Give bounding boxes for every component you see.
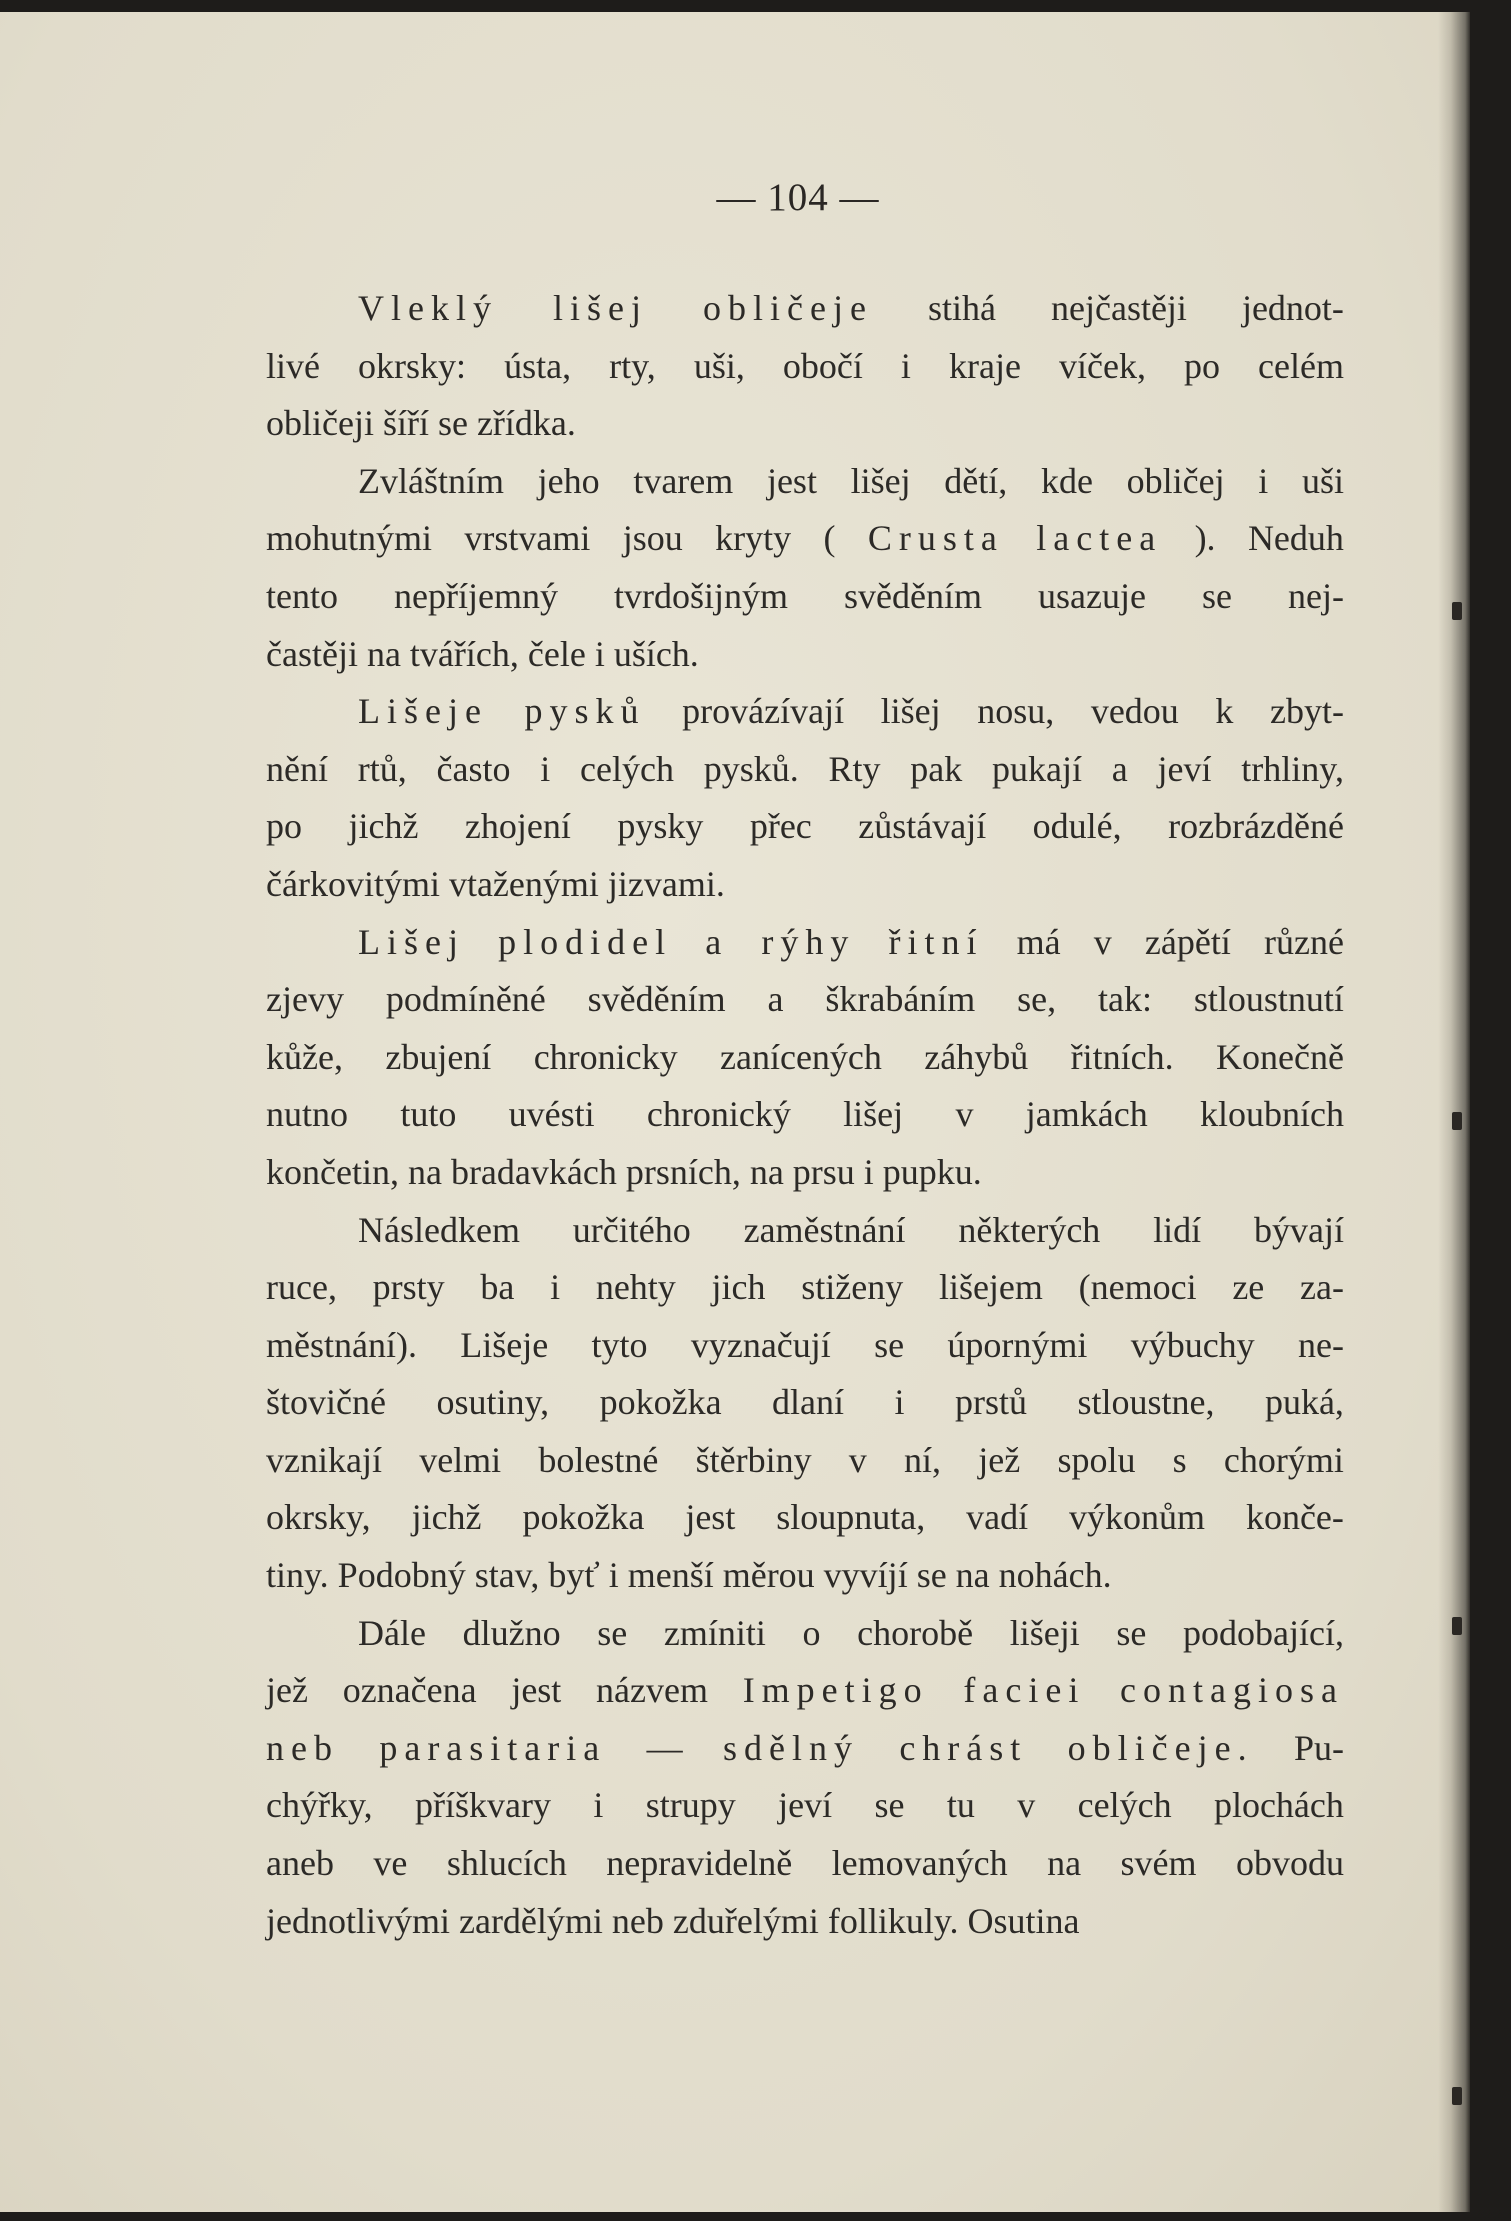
word: uši, [693,345,745,386]
word: jednot- [1241,288,1344,328]
word: jamkách [1025,1094,1148,1135]
word: svém [1120,1843,1197,1884]
word: rozbrázděné [1168,806,1344,847]
word: výkonům [1069,1497,1206,1538]
word: strupy [645,1785,736,1826]
word: štěrbiny [695,1439,812,1480]
word: tuto [400,1094,457,1135]
word: chorobě [857,1612,974,1653]
word: se [1201,575,1232,616]
word: po [1184,345,1220,386]
word: pysky [617,806,704,847]
word: obličej [1126,460,1225,501]
spine-mark [1452,2087,1462,2105]
word: jeho [537,460,600,501]
spine-mark [1452,1617,1462,1635]
word: osutiny, [436,1382,550,1423]
word: ní, [904,1439,942,1480]
word: nutno [266,1094,349,1135]
word: vznikají [266,1439,382,1480]
word: kraje [948,345,1021,386]
word: jež [266,1670,308,1711]
word: tu [946,1785,975,1826]
word: prstů [954,1382,1027,1423]
word: tvarem [633,460,734,501]
word: bývají [1254,1209,1344,1250]
word: Pu- [1293,1727,1344,1768]
word: se [597,1612,628,1653]
word: Rty [828,748,881,789]
word: chronicky [533,1036,678,1077]
word: livé [266,345,320,386]
word: Následkem [358,1209,520,1250]
word: ústa, [504,345,572,386]
text-line [266,453,1344,511]
word: kryty [715,518,792,559]
word: podobající, [1183,1612,1344,1653]
word: lactea [1036,518,1163,559]
text-segment: čárkovitými vtaženými jizvami. [266,863,725,904]
word: svěděním [844,575,982,616]
word: plochách [1213,1785,1344,1826]
word: vyznačují [690,1324,831,1365]
word: parasitaria [379,1727,607,1768]
word: okrsky, [266,1497,371,1538]
word: jichž [411,1497,482,1538]
word: štovičné [266,1382,386,1423]
word: plodidel [498,921,673,962]
word: stihá [927,288,996,328]
word: pysků. [703,748,799,789]
word: pysků [524,691,646,732]
word: zbujení [385,1036,492,1077]
word: zbyt- [1269,691,1344,732]
word: Konečně [1216,1036,1344,1077]
word: chronický [646,1094,791,1135]
text-line [266,1662,1344,1720]
word: se [874,1785,905,1826]
word: okrsky: [358,345,467,386]
word: označena [342,1670,477,1711]
word: záhybů [924,1036,1029,1077]
word: se [874,1324,905,1365]
word: Lišeje [358,691,488,732]
word: ba [480,1267,515,1308]
text-line [266,1432,1344,1490]
word: škrabáním [825,979,976,1020]
word: — [646,1727,683,1768]
word: pak [910,748,963,789]
word: celých [580,748,674,789]
word: jsou [622,518,683,559]
text-segment: končetin, na bradavkách prsních, na prsu i pupku. [266,1151,982,1192]
word: odulé, [1032,806,1122,847]
word: na [1047,1843,1082,1884]
word: (nemoci [1078,1267,1197,1308]
word: obvodu [1235,1843,1344,1884]
word: Zvláštním [358,460,504,501]
word: provázívají [682,691,845,732]
word: chrást [899,1727,1028,1768]
word: vadí [966,1497,1029,1538]
text-line [266,1144,1344,1202]
text-line [266,338,1344,396]
body-text [266,280,1344,1950]
text-line [266,280,1344,338]
word: ze [1232,1267,1265,1308]
word: různé [1264,921,1344,962]
word: jest [766,460,817,501]
word: ). [1194,518,1216,559]
paragraph [266,280,1344,453]
text-line [266,1605,1344,1663]
text-line [266,1374,1344,1432]
word: Neduh [1247,518,1344,559]
text-line [266,1777,1344,1835]
word: celém [1258,345,1344,386]
word: nehty [595,1267,676,1308]
word: Vleklý [358,288,498,328]
word: nění [266,748,328,789]
text-line [266,395,1344,453]
word: sdělný [722,1727,859,1768]
text-line [266,1489,1344,1547]
word: a [1111,748,1128,789]
word: některých [958,1209,1101,1250]
word: tvrdošijným [613,575,788,616]
word: a [705,921,729,962]
word: puká, [1264,1382,1344,1423]
word: spolu [1057,1439,1136,1480]
word: lidí [1153,1209,1202,1250]
text-line [266,568,1344,626]
text-line [266,1547,1344,1605]
word: zhojení [464,806,571,847]
word: chorými [1223,1439,1344,1480]
word: zjevy [266,979,344,1020]
word: lišeji [1009,1612,1080,1653]
spine-mark [1452,1112,1462,1130]
word: vedou [1090,691,1179,732]
word: tento [266,575,338,616]
word: o [802,1612,821,1653]
word: i [900,345,911,386]
word: ve [373,1843,408,1884]
word: i [593,1785,604,1826]
word: uši [1301,460,1344,501]
text-segment: obličeji šíří se zřídka. [266,403,576,444]
text-line [266,1029,1344,1087]
word: jichž [348,806,419,847]
word: Dále [358,1612,426,1653]
text-line [266,626,1344,684]
word: konče- [1245,1497,1344,1538]
word: zanícených [720,1036,882,1077]
word: nepříjemný [394,575,558,616]
word: stloustne, [1077,1382,1215,1423]
word: prsty [372,1267,445,1308]
word: často [436,748,511,789]
word: nepravidelně [606,1843,793,1884]
text-segment: tiny. Podobný stav, byť i menší měrou vyvíjí se na nohách. [266,1555,1112,1596]
text-line [266,914,1344,972]
word: jeví [778,1785,833,1826]
word: i [540,748,551,789]
word: ne- [1297,1324,1344,1365]
word: příškvary [415,1785,551,1826]
word: zmíniti [663,1612,766,1653]
text-line [266,510,1344,568]
text-line [266,1259,1344,1317]
word: pokožka [522,1497,645,1538]
word: přec [749,806,812,847]
word: contagiosa [1120,1670,1344,1711]
word: řitní [888,921,984,962]
text-line [266,798,1344,856]
word: zápětí [1144,921,1231,962]
word: podmíněné [385,979,546,1020]
word: městnání). [266,1324,417,1365]
word: obličeje [703,288,873,328]
word: tyto [591,1324,648,1365]
word: trhliny, [1241,748,1344,789]
word: v [848,1439,867,1480]
word: lišej [843,1094,904,1135]
text-line [266,683,1344,741]
word: aneb [266,1843,334,1884]
word: kůže, [266,1036,343,1077]
paragraph [266,453,1344,683]
word: k [1215,691,1234,732]
word: stloustnutí [1193,979,1344,1020]
word: kde [1040,460,1093,501]
word: uvésti [508,1094,595,1135]
word: bolestné [538,1439,659,1480]
text-line [266,1202,1344,1260]
word: se [1116,1612,1147,1653]
word: usazuje [1038,575,1146,616]
text-line [266,1893,1344,1951]
word: Crusta [867,518,1004,559]
word: shlucích [446,1843,567,1884]
text-segment: jednotlivými zardělými neb zduřelými follikuly. Osutina [266,1900,1080,1941]
text-line [266,1720,1344,1778]
word: víček, [1058,345,1146,386]
word: lemovaných [831,1843,1008,1884]
word: názvem [596,1670,708,1711]
paragraph [266,1202,1344,1605]
paragraph [266,683,1344,913]
word: svěděním [587,979,726,1020]
word: úpornými [947,1324,1088,1365]
text-line [266,741,1344,799]
word: kloubních [1200,1094,1344,1135]
word: lišej [553,288,648,328]
word: určitého [572,1209,691,1250]
word: lišejem [938,1267,1043,1308]
word: se, [1017,979,1057,1020]
word: Impetigo [742,1670,929,1711]
word: Lišeje [460,1324,549,1365]
word: jeví [1157,748,1212,789]
word: faciei [963,1670,1086,1711]
word: mohutnými [266,518,433,559]
text-line [266,1086,1344,1144]
word: jest [685,1497,736,1538]
word: jest [511,1670,562,1711]
word: obočí [782,345,863,386]
word: velmi [419,1439,502,1480]
word: a [767,979,784,1020]
page-number: — 104 — [716,176,880,219]
word: rýhy [761,921,856,962]
word: ( [823,518,836,559]
word: i [1258,460,1269,501]
word: lišej [850,460,911,501]
word: nejčastěji [1051,288,1187,328]
word: za- [1300,1267,1344,1308]
word: sloupnuta, [776,1497,926,1538]
word: dětí, [944,460,1008,501]
word: řitních. [1070,1036,1174,1077]
word: Lišej [358,921,465,962]
word: v [955,1094,974,1135]
word: s [1172,1439,1187,1480]
word: jich [711,1267,766,1308]
word: v [1093,921,1112,962]
word: vrstvami [464,518,591,559]
text-line [266,971,1344,1029]
text-line [266,1317,1344,1375]
word: v [1017,1785,1036,1826]
text-line [266,856,1344,914]
word: lišej [880,691,941,732]
word: i [894,1382,905,1423]
word: zůstávají [858,806,987,847]
word: ruce, [266,1267,337,1308]
word: rtů, [357,748,407,789]
book-page [0,12,1470,2212]
word: výbuchy [1130,1324,1255,1365]
word: pukají [992,748,1083,789]
word: stiženy [801,1267,904,1308]
word: dlaní [772,1382,845,1423]
word: nej- [1287,575,1344,616]
word: zaměstnání [743,1209,906,1250]
word: po [266,806,302,847]
word: tak: [1098,979,1153,1020]
text-line [266,1835,1344,1893]
word: rty, [609,345,656,386]
word: celých [1077,1785,1172,1826]
word: nosu, [977,691,1055,732]
word: jež [978,1439,1021,1480]
paragraph [266,914,1344,1202]
spine-mark [1452,602,1462,620]
word: má [1016,921,1061,962]
word: obličeje. [1067,1727,1254,1768]
word: dlužno [462,1612,561,1653]
word: i [550,1267,561,1308]
text-segment: častěji na tvářích, čele i uších. [266,633,699,674]
paragraph [266,1605,1344,1951]
word: neb [266,1727,339,1768]
word: pokožka [599,1382,722,1423]
word: chýřky, [266,1785,373,1826]
